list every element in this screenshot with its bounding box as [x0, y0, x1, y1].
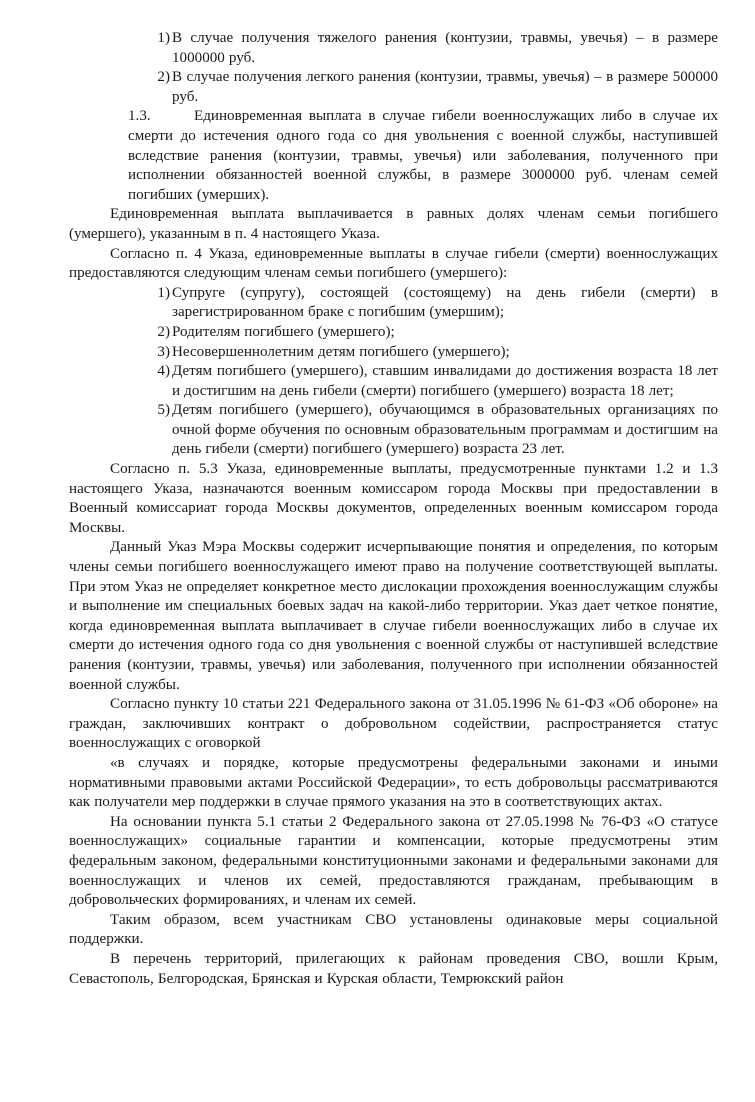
list-item — [69, 401, 718, 460]
list-item-marker: 1) — [157, 30, 170, 46]
paragraph-according-p4: Согласно п. 4 Указа, единовременные выплаты в случае гибели (смерти) военнослужащих предоставляются следующим членам семьи погибшего (умершего): — [69, 245, 718, 282]
list-item-text: В случае получения тяжелого ранения (контузии, травмы, увечья) – в размере 1000000 руб. — [172, 30, 718, 66]
list-item-text: Детям погибшего (умершего), обучающимся в образовательных организациях по очной форме обучения по основным образовательным программам и достигшим на день гибели (смерти) погибшего (умершего) возраста 23 лет. — [172, 402, 718, 458]
clause-text: Единовременная выплата в случае гибели военнослужащих либо в случае их смерти до истечения одного года со дня увольнения с военной службы, наступившей вследствие ранения (контузии, травмы, увечья) или заболевания, полученного при исполнении обязанностей военной службы, в размере 3000000 руб. членам семей погибших (умерших). — [128, 108, 718, 203]
paragraph-federal-law-76: На основании пункта 5.1 статьи 2 Федерального закона от 27.05.1998 № 76-ФЗ «О статусе военнослужащих» социальные гарантии и компенсации, которые предусмотрены этим федеральным законом, федеральными конституционными законами и федеральными законами для военнослужащих и членов их семей, предоставляются гражданам, пребывающим в добровольческих формированиях, и членам их семей. — [69, 813, 718, 909]
list-item-text: Родителям погибшего (умершего); — [172, 323, 395, 340]
list-item-marker: 5) — [157, 402, 170, 419]
list-item — [69, 284, 718, 323]
paragraph-equal-shares: Единовременная выплата выплачивается в равных долях членам семьи погибшего (умершего), указанным в п. 4 настоящего Указа. — [69, 206, 718, 242]
list-item-marker: 2) — [157, 69, 170, 86]
clause-1-3 — [69, 107, 718, 205]
paragraph-territories: В перечень территорий, прилегающих к районам проведения СВО, вошли Крым, Севастополь, Белгородская, Брянская и Курская области, Темрюкский район — [69, 950, 718, 987]
list-item — [69, 68, 718, 107]
list-item-marker: 2) — [157, 323, 170, 340]
payment-amounts-list — [69, 29, 718, 107]
list-item-text: Несовершеннолетним детям погибшего (умершего); — [172, 343, 510, 360]
paragraph-conclusion: Таким образом, всем участникам СВО установлены одинаковые меры социальной поддержки. — [69, 911, 718, 948]
list-item-text: Детям погибшего (умершего), ставшим инвалидами до достижения возраста 18 лет и достигшим на день гибели (смерти) погибшего (умершего) возраста 18 лет; — [172, 363, 718, 399]
list-item-marker: 4) — [157, 363, 170, 380]
list-item — [69, 362, 718, 401]
list-item — [69, 29, 718, 68]
family-members-list — [69, 284, 718, 460]
list-item — [69, 343, 718, 363]
list-item-text: В случае получения легкого ранения (контузии, травмы, увечья) – в размере 500000 руб. — [172, 69, 718, 105]
paragraph-quote-cases: «в случаях и порядке, которые предусмотрены федеральными законами и иными нормативными правовыми актами Российской Федерации», то есть добровольцы рассматриваются как получатели мер поддержки в случае прямого указания на это в соответствующих актах. — [69, 754, 718, 811]
list-item — [69, 323, 718, 343]
clause-number: 1.3. — [128, 108, 151, 125]
paragraph-ukaz-mera: Данный Указ Мэра Москвы содержит исчерпывающие понятия и определения, по которым члены семьи погибшего военнослужащего имеют право на получение соответствующей выплаты. При этом Указ не определяет конкретное место дислокации прохождения военнослужащим службы и выполнение им специальных боевых задач на какой-либо территории. Указ дает четкое понятие, когда единовременная выплата выплачивает в случае гибели военнослужащих либо в случае их смерти до истечения одного года со дня увольнения с военной службы от наступившей вследствие ранения (контузии, травмы, увечья) или заболевания, полученного при исполнении обязанностей военной службы. — [69, 539, 718, 693]
list-item-marker: 3) — [157, 343, 170, 360]
list-item-marker: 1) — [157, 284, 170, 301]
paragraph-federal-law-61: Согласно пункту 10 статьи 221 Федерального закона от 31.05.1996 № 61-ФЗ «Об обороне» на граждан, заключивших контракт о добровольном содействии, распространяется статус военнослужащих с оговоркой — [69, 696, 718, 752]
paragraph-according-p53: Согласно п. 5.3 Указа, единовременные выплаты, предусмотренные пунктами 1.2 и 1.3 настоящего Указа, назначаются военным комиссаром города Москвы при предоставлении в Военный комиссариат города Москвы документов, определенных военным комиссаром города Москвы. — [69, 461, 718, 536]
list-item-text: Супруге (супругу), состоящей (состоящему) на день гибели (смерти) в зарегистрированном браке с погибшим (умершим); — [172, 284, 718, 321]
document-text-body — [69, 29, 718, 989]
